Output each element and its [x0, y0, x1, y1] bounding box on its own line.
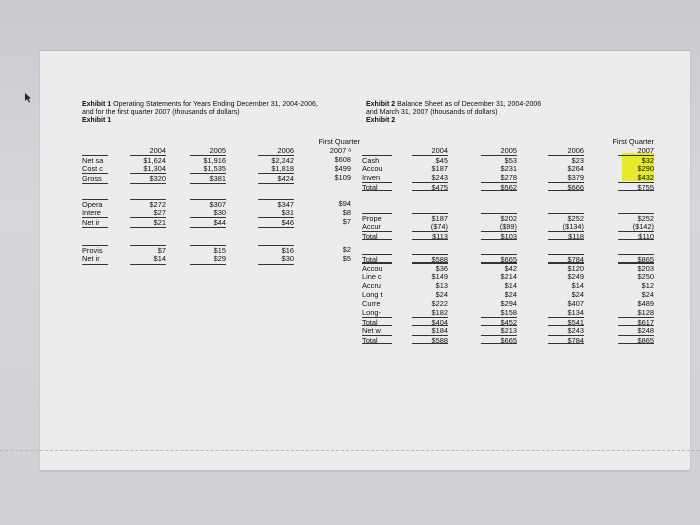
ex2-cell: $24 — [504, 290, 517, 299]
ex2-row-label: Total — [362, 254, 392, 263]
ex1-cell: $2 — [342, 245, 351, 254]
ex2-cell: $231 — [500, 164, 517, 173]
mouse-pointer-icon — [24, 93, 32, 103]
ex1-cell: $5 — [342, 254, 351, 263]
ex1-cell: $1,535 — [203, 164, 226, 173]
ex1-cell: $27 — [153, 208, 166, 217]
ex2-cell: $243 — [431, 173, 448, 182]
ex1-cell: $381 — [190, 173, 226, 184]
ex2-cell: $113 — [412, 231, 448, 240]
ex2-cell: ($99) — [499, 222, 517, 231]
ex2-row-label: Total — [362, 317, 392, 326]
ex1-cell: $347 — [258, 199, 294, 208]
ex1-cell: $1,916 — [190, 155, 226, 164]
ex1-cell: $1,624 — [130, 155, 166, 164]
ex2-row-label: Accur — [362, 222, 381, 231]
ex1-cell: $46 — [258, 217, 294, 228]
ex1-cell: $2,242 — [258, 155, 294, 164]
ex1-cell: $30 — [213, 208, 226, 217]
ex2-cell: $13 — [435, 281, 448, 290]
ex1-cell: $15 — [190, 245, 226, 254]
ex2-cell: $45 — [412, 155, 448, 164]
ex2-cell: $432 — [637, 173, 654, 182]
exhibit1-label: Exhibit 1 — [82, 117, 112, 124]
ex2-cell: $784 — [548, 254, 584, 263]
ex1-cell: $31 — [281, 208, 294, 217]
ex2-first-quarter-header: First Quarter — [612, 137, 654, 146]
ex2-cell: $252 — [548, 213, 584, 222]
ex2-cell: $865 — [618, 254, 654, 263]
ex2-cell: $294 — [500, 299, 517, 308]
ex2-row-label: Accou — [362, 164, 383, 173]
ex1-cell: $109 — [334, 173, 351, 182]
ex2-cell: $14 — [571, 281, 584, 290]
ex1-cell: $44 — [190, 217, 226, 228]
ex2-col-2006: 2006 — [567, 146, 584, 155]
ex2-row-label: Accou — [362, 263, 392, 272]
exhibit2-subtitle: and March 31, 2007 (thousands of dollars) — [366, 109, 498, 116]
ex1-cell: $21 — [130, 217, 166, 228]
ex2-row-label: Accru — [362, 281, 381, 290]
ex2-cell: $110 — [618, 231, 654, 240]
ex2-cell: $24 — [435, 290, 448, 299]
ex2-row-label: Line c — [362, 272, 382, 281]
ex1-cell: $8 — [342, 208, 351, 217]
ex1-row-label: Net ir — [82, 217, 108, 228]
ex1-cell: $14 — [130, 254, 166, 265]
ex2-col-2005: 2005 — [500, 146, 517, 155]
page-break-line — [0, 450, 700, 451]
ex2-cell: $118 — [548, 231, 584, 240]
ex1-col-2005: 2005 — [209, 146, 226, 155]
ex2-cell: $249 — [567, 272, 584, 281]
ex1-col-2007: 2007 ᵃ — [329, 146, 351, 155]
ex1-cell: $29 — [190, 254, 226, 265]
ex1-cell: $320 — [130, 173, 166, 184]
ex2-cell: $562 — [481, 182, 517, 191]
ex1-cell: $94 — [338, 199, 351, 208]
ex2-col-2007: 2007 — [637, 146, 654, 155]
ex2-cell: $243 — [567, 326, 584, 335]
ex2-cell: $24 — [641, 290, 654, 299]
ex2-row-label: Long t — [362, 290, 383, 299]
ex1-row-label: Cost c — [82, 164, 103, 173]
ex2-row-label: Curre — [362, 299, 381, 308]
exhibit2-label: Exhibit 2 — [366, 117, 396, 124]
ex1-cell: $307 — [190, 199, 226, 208]
ex2-cell: $103 — [481, 231, 517, 240]
exhibit1-subtitle: and for the first quarter 2007 (thousands of dollars) — [82, 109, 240, 116]
ex2-cell: $541 — [548, 317, 584, 326]
ex2-cell: $452 — [481, 317, 517, 326]
ex2-cell: $666 — [548, 182, 584, 191]
ex1-row-label: Opera — [82, 199, 108, 208]
ex2-cell: $784 — [548, 335, 584, 344]
ex2-row-label: Total — [362, 335, 392, 344]
ex2-cell: $665 — [481, 254, 517, 263]
ex2-cell: $278 — [500, 173, 517, 182]
ex2-cell: $32 — [618, 155, 654, 164]
ex1-cell: $1,304 — [143, 164, 166, 173]
ex2-row-label: Prope — [362, 213, 392, 222]
ex2-cell: $379 — [567, 173, 584, 182]
ex2-cell: $222 — [431, 299, 448, 308]
ex2-row-label: Net w — [362, 326, 381, 335]
ex2-cell: $203 — [618, 263, 654, 272]
ex1-cell: $499 — [334, 164, 351, 173]
ex2-cell: $187 — [431, 164, 448, 173]
ex2-cell: $53 — [481, 155, 517, 164]
ex2-cell: $202 — [481, 213, 517, 222]
ex2-row-label: Inven — [362, 173, 381, 182]
ex2-cell: $214 — [500, 272, 517, 281]
ex2-cell: $12 — [641, 281, 654, 290]
ex1-row-label: Net sa — [82, 155, 108, 164]
ex2-cell: $42 — [481, 263, 517, 272]
ex1-cell: $424 — [258, 173, 294, 184]
ex2-cell: $865 — [618, 335, 654, 344]
ex2-cell: $184 — [431, 326, 448, 335]
exhibit2-title: Exhibit 2 Balance Sheet as of December 31, 2004-2006 — [366, 101, 542, 108]
ex1-row-label: Provis — [82, 245, 108, 254]
ex2-cell: $187 — [412, 213, 448, 222]
ex1-cell: $608 — [334, 155, 351, 164]
ex2-row-label: Total — [362, 231, 392, 240]
ex2-cell: $14 — [504, 281, 517, 290]
ex2-cell: $120 — [548, 263, 584, 272]
ex2-cell: $290 — [637, 164, 654, 173]
ex2-row-label: Cash — [362, 155, 392, 164]
ex2-cell: $182 — [431, 308, 448, 317]
ex2-cell: $158 — [500, 308, 517, 317]
ex2-cell: $149 — [431, 272, 448, 281]
ex1-cell: $272 — [130, 199, 166, 208]
ex2-cell: $665 — [481, 335, 517, 344]
ex2-cell: $250 — [637, 272, 654, 281]
ex1-row-label: Gross — [82, 173, 108, 184]
ex2-cell: ($134) — [562, 222, 584, 231]
ex2-cell: $407 — [567, 299, 584, 308]
ex2-cell: $134 — [567, 308, 584, 317]
ex2-row-label: Total — [362, 182, 392, 191]
ex1-col-2006: 2006 — [277, 146, 294, 155]
ex2-cell: $475 — [412, 182, 448, 191]
ex1-cell: $7 — [342, 217, 351, 226]
ex1-first-quarter-header: First Quarter — [318, 137, 360, 146]
ex2-cell: ($142) — [632, 222, 654, 231]
ex2-cell: $404 — [412, 317, 448, 326]
ex2-cell: $264 — [567, 164, 584, 173]
ex2-col-2004: 2004 — [431, 146, 448, 155]
ex2-cell: $617 — [618, 317, 654, 326]
ex1-row-label: Intere — [82, 208, 101, 217]
ex1-cell: $16 — [258, 245, 294, 254]
ex2-cell: $128 — [637, 308, 654, 317]
ex1-cell: $1,818 — [271, 164, 294, 173]
ex2-cell: $252 — [618, 213, 654, 222]
ex2-cell: $36 — [412, 263, 448, 272]
ex2-cell: ($74) — [430, 222, 448, 231]
ex1-cell: $7 — [130, 245, 166, 254]
ex2-cell: $23 — [548, 155, 584, 164]
ex2-cell: $213 — [500, 326, 517, 335]
exhibit1-title: Exhibit 1 Operating Statements for Years Ending December 31, 2004-2006, — [82, 101, 318, 108]
ex2-cell: $588 — [412, 254, 448, 263]
ex2-cell: $24 — [571, 290, 584, 299]
ex1-row-label: Net ir — [82, 254, 108, 265]
ex1-cell: $30 — [258, 254, 294, 265]
ex2-cell: $755 — [618, 182, 654, 191]
ex2-cell: $489 — [637, 299, 654, 308]
ex2-row-label: Long- — [362, 308, 381, 317]
ex2-cell: $248 — [637, 326, 654, 335]
ex1-col-2004: 2004 — [149, 146, 166, 155]
ex2-cell: $588 — [412, 335, 448, 344]
